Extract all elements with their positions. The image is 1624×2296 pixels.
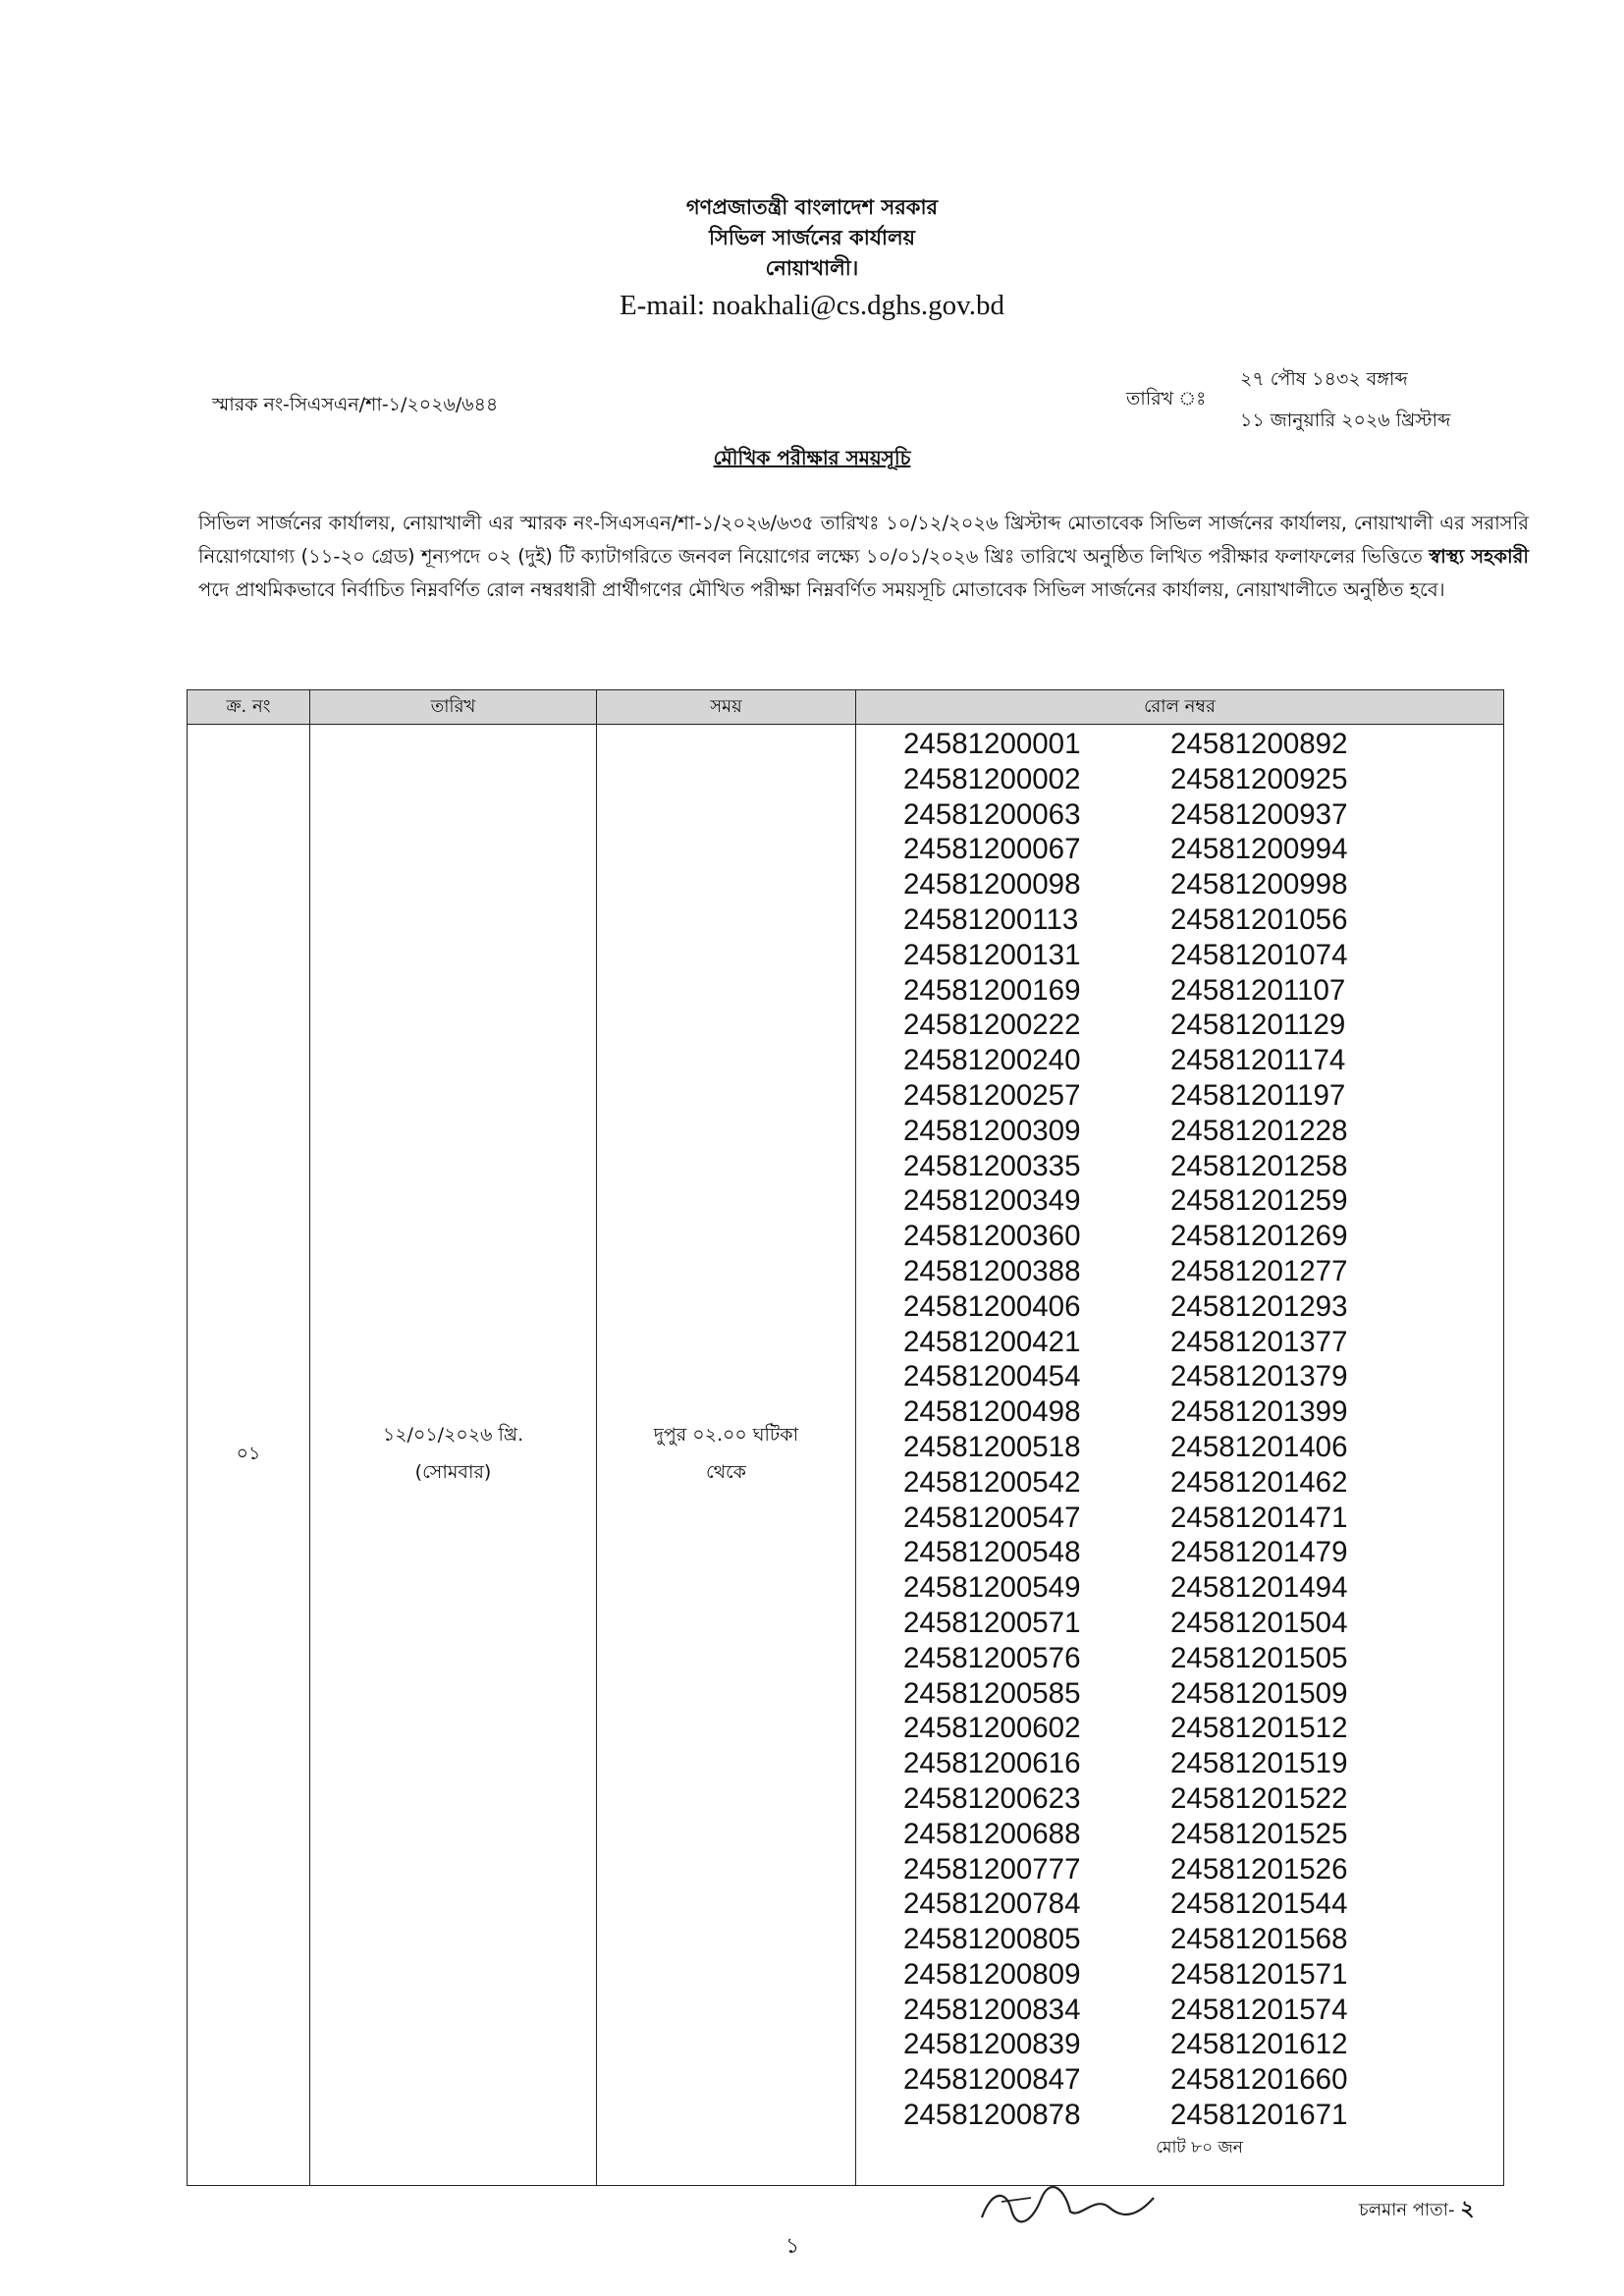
- roll-number: 24581201107: [1170, 973, 1346, 1007]
- roll-number: 24581201660: [1170, 2063, 1348, 2097]
- roll-number: 24581200098: [903, 868, 1081, 902]
- roll-number: 24581201612: [1170, 2028, 1348, 2061]
- roll-number: 24581200309: [903, 1114, 1081, 1147]
- roll-column-right: [1170, 727, 1437, 2133]
- roll-number: 24581200335: [903, 1149, 1081, 1182]
- govt-name: গণপ্রজাতন্ত্রী বাংলাদেশ সরকার: [685, 195, 939, 219]
- roll-number: 24581200406: [903, 1289, 1081, 1323]
- roll-number: 24581200002: [903, 762, 1081, 795]
- roll-number: 24581200878: [903, 2099, 1081, 2132]
- memo-number: স্মারক নং-সিএসএন/শা-১/২০২৬/৬৪৪: [212, 394, 499, 415]
- roll-number: 24581200548: [903, 1536, 1081, 1569]
- roll-number: 24581200839: [903, 2028, 1081, 2061]
- roll-number: 24581200169: [903, 973, 1081, 1007]
- schedule-table: [187, 689, 1504, 2186]
- roll-number: 24581200809: [903, 1957, 1081, 1991]
- notice-paragraph: সিভিল সার্জনের কার্যালয়, নোয়াখালী এর স্মারক নং-সিএসএন/শা-১/২০২৬/৬৩৫ তারিখঃ ১০/১২/২০২৬ খ্রিস্টাব্দ মোতাবেক সিভিল সার্জনের কার্যালয়, নোয়াখালী এর সরাসরি নিয়োগযোগ্য (১১-২০ গ্রেড) শূন্যপদে ০২ (দুই) টি ক্যাটাগরিতে জনবল নিয়োগের লক্ষ্যে ১০/০১/২০২৬ খ্রিঃ তারিখে অনুষ্ঠিত লিখিত পরীক্ষার ফলাফলের ভিত্তিতে স্বাস্থ্য সহকারী পদে প্রাথমিকভাবে নির্বাচিত নিম্নবর্ণিত রোল নম্বরধারী প্রার্থীগণের মৌখিত পরীক্ষা নিম্নবর্ণিত সময়সূচি মোতাবেক সিভিল সার্জনের কার্যালয়, নোয়াখালীতে অনুষ্ঠিত হবে।: [198, 512, 1529, 601]
- roll-number: 24581201258: [1170, 1149, 1348, 1182]
- roll-number: 24581201519: [1170, 1747, 1348, 1780]
- roll-number: 24581200602: [903, 1712, 1081, 1745]
- roll-number: 24581201129: [1170, 1009, 1346, 1042]
- roll-column-left: [903, 727, 1170, 2133]
- office-location: নোয়াখালী।: [765, 256, 859, 280]
- roll-number: 24581200616: [903, 1747, 1081, 1780]
- office-name: সিভিল সার্জনের কার্যালয়: [708, 226, 916, 249]
- col-serial: ক্র. নং: [188, 690, 310, 725]
- roll-number: 24581200576: [903, 1641, 1081, 1674]
- roll-number: 24581200067: [903, 833, 1081, 866]
- roll-number: 24581201379: [1170, 1360, 1348, 1394]
- roll-number: 24581200542: [903, 1465, 1081, 1499]
- roll-number: 24581201259: [1170, 1184, 1348, 1218]
- roll-number: 24581200454: [903, 1360, 1081, 1394]
- roll-number: 24581201269: [1170, 1220, 1348, 1253]
- roll-number: 24581200571: [903, 1606, 1081, 1639]
- cell-time: দুপুর ০২.০০ ঘটিকা থেকে: [597, 725, 856, 2186]
- roll-number: 24581200998: [1170, 868, 1348, 902]
- roll-number: 24581201479: [1170, 1536, 1348, 1569]
- roll-number: 24581200585: [903, 1676, 1081, 1710]
- roll-number: 24581200834: [903, 1993, 1081, 2026]
- roll-number: 24581200892: [1170, 728, 1348, 760]
- roll-number: 24581201056: [1170, 902, 1348, 936]
- roll-number: 24581200063: [903, 797, 1081, 831]
- roll-number: 24581201568: [1170, 1923, 1348, 1956]
- roll-number: 24581200222: [903, 1009, 1081, 1042]
- roll-number: 24581201512: [1170, 1712, 1348, 1745]
- post-name: স্বাস্থ্য সহকারী: [1429, 545, 1529, 568]
- roll-number: 24581200421: [903, 1325, 1081, 1358]
- roll-number: 24581200549: [903, 1571, 1081, 1605]
- roll-number: 24581201228: [1170, 1114, 1348, 1147]
- page-number: ১: [785, 2234, 800, 2259]
- table-header-row: [188, 690, 1504, 725]
- total-count: মোট ৮০ জন: [1156, 2137, 1243, 2158]
- roll-number: 24581201526: [1170, 1852, 1348, 1886]
- roll-number: 24581200547: [903, 1501, 1081, 1534]
- roll-number: 24581201671: [1170, 2099, 1348, 2132]
- cell-serial: ০১: [188, 725, 310, 2186]
- roll-number: 24581200847: [903, 2063, 1081, 2097]
- roll-number: 24581200994: [1170, 833, 1348, 866]
- roll-number: 24581201571: [1170, 1957, 1348, 1991]
- roll-number: 24581201525: [1170, 1817, 1348, 1850]
- roll-number: 24581200623: [903, 1781, 1081, 1815]
- roll-number: 24581201277: [1170, 1254, 1348, 1287]
- page-title: মৌখিক পরীক্ষার সময়সূচি: [713, 446, 911, 469]
- roll-number: 24581200131: [903, 938, 1081, 971]
- roll-number: 24581200688: [903, 1817, 1081, 1850]
- roll-number: 24581200349: [903, 1184, 1081, 1218]
- roll-number: 24581200937: [1170, 797, 1348, 831]
- roll-number: 24581200925: [1170, 762, 1348, 795]
- roll-number: 24581200240: [903, 1044, 1081, 1077]
- roll-number: 24581200113: [903, 902, 1079, 936]
- roll-number: 24581201399: [1170, 1395, 1348, 1429]
- roll-number: 24581200388: [903, 1254, 1081, 1287]
- roll-number: 24581201574: [1170, 1993, 1348, 2026]
- roll-number: 24581200777: [903, 1852, 1081, 1886]
- continued-page: চলমান পাতা- ২: [1359, 2197, 1475, 2221]
- roll-number: 24581201074: [1170, 938, 1348, 971]
- col-date: তারিখ: [310, 690, 597, 725]
- roll-number: 24581201293: [1170, 1289, 1348, 1323]
- roll-number: 24581201522: [1170, 1781, 1348, 1815]
- roll-number: 24581200805: [903, 1923, 1081, 1956]
- office-email: E-mail: noakhali@cs.dghs.gov.bd: [619, 290, 1005, 321]
- roll-number: 24581200498: [903, 1395, 1081, 1429]
- roll-number: 24581200257: [903, 1078, 1081, 1112]
- col-time: সময়: [597, 690, 856, 725]
- date-bangla: ২৭ পৌষ ১৪৩২ বঙ্গাব্দ: [1240, 368, 1408, 390]
- roll-number: 24581201504: [1170, 1606, 1348, 1639]
- letterhead: [0, 192, 1624, 322]
- roll-number: 24581201494: [1170, 1571, 1348, 1605]
- roll-number: 24581201377: [1170, 1325, 1348, 1358]
- signature: [972, 2180, 1168, 2229]
- roll-number: 24581201197: [1170, 1078, 1346, 1112]
- col-roll: রোল নম্বর: [856, 690, 1504, 725]
- date-english: ১১ জানুয়ারি ২০২৬ খ্রিস্টাব্দ: [1240, 410, 1451, 431]
- roll-number: 24581200001: [903, 728, 1081, 760]
- cell-rolls: [856, 725, 1504, 2186]
- roll-number: 24581201406: [1170, 1430, 1348, 1463]
- roll-number: 24581201174: [1170, 1044, 1346, 1077]
- roll-number: 24581201509: [1170, 1676, 1348, 1710]
- roll-number: 24581201544: [1170, 1887, 1348, 1921]
- roll-number: 24581201471: [1170, 1501, 1348, 1534]
- date-label: তারিখ ঃ: [1126, 388, 1207, 410]
- roll-number: 24581201462: [1170, 1465, 1348, 1499]
- roll-number: 24581200360: [903, 1220, 1081, 1253]
- table-row: [188, 725, 1504, 2186]
- roll-number: 24581200784: [903, 1887, 1081, 1921]
- roll-number: 24581201505: [1170, 1641, 1348, 1674]
- roll-number: 24581200518: [903, 1430, 1081, 1463]
- cell-date: ১২/০১/২০২৬ খ্রি. (সোমবার): [310, 725, 597, 2186]
